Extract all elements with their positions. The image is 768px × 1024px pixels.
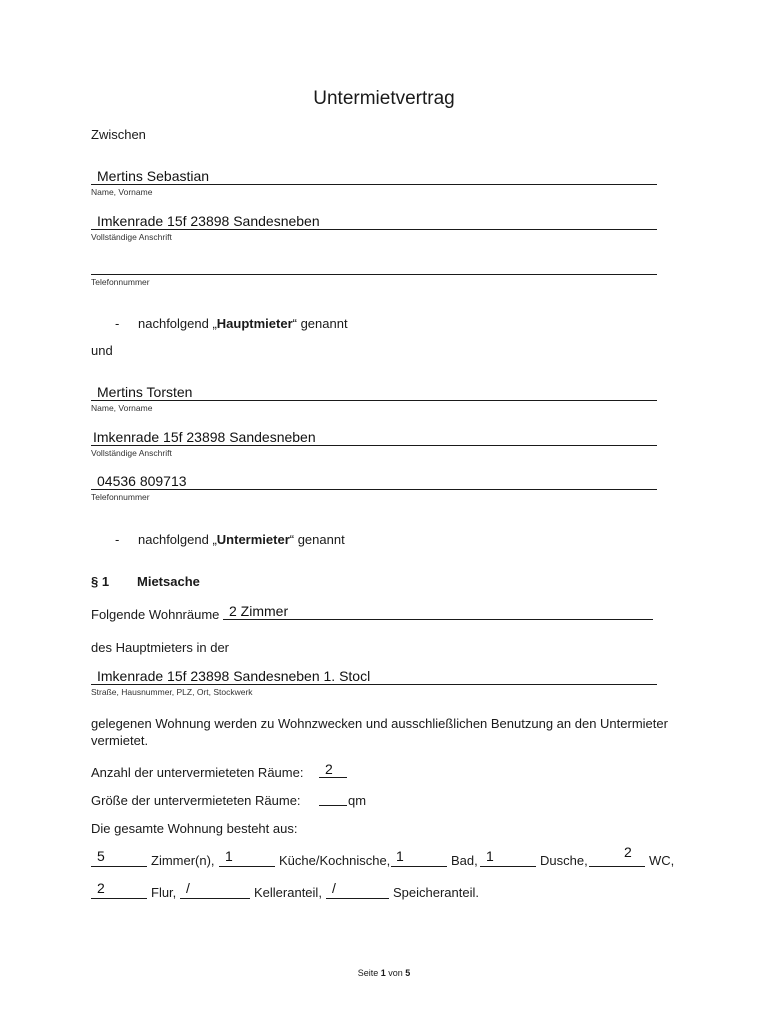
size-line [319, 805, 347, 806]
kueche-field[interactable]: 1 [225, 848, 233, 864]
zimmer-field[interactable]: 5 [97, 848, 105, 864]
sub-tenant-phone-field[interactable]: 04536 809713 [97, 473, 187, 489]
dusche-line [480, 866, 536, 867]
section-number: § 1 [91, 574, 110, 589]
kueche-label: Küche/Kochnische, [279, 853, 391, 868]
sub-tenant-bullet: - [115, 532, 120, 547]
flur-line [91, 898, 147, 899]
page-footer: Seite 1 von 5 [357, 968, 411, 978]
wc-line [589, 866, 645, 867]
purpose-line-2: vermietet. [91, 733, 149, 748]
location-line [91, 684, 657, 685]
flur-label: Flur, [151, 885, 177, 900]
sub-tenant-address-caption: Vollständige Anschrift [91, 448, 172, 458]
main-tenant-address-field[interactable]: Imkenrade 15f 23898 Sandesneben [97, 213, 320, 229]
count-label: Anzahl der untervermieteten Räume: [91, 765, 304, 780]
sub-tenant-phone-caption: Telefonnummer [91, 492, 150, 502]
section-heading: Mietsache [137, 574, 200, 589]
sub-tenant-address-field[interactable]: Imkenrade 15f 23898 Sandesneben [93, 429, 316, 445]
sub-tenant-role: Untermieter [216, 532, 290, 547]
keller-field[interactable]: / [186, 880, 190, 896]
main-tenant-phone-line [91, 274, 657, 275]
rooms-label: Folgende Wohnräume [91, 607, 220, 622]
main-tenant-bullet: - [115, 316, 120, 331]
sub-tenant-name-caption: Name, Vorname [91, 403, 153, 413]
document-title: Untermietvertrag [313, 88, 455, 109]
owner-text: des Hauptmieters in der [91, 640, 230, 655]
bad-field[interactable]: 1 [396, 848, 404, 864]
sub-tenant-name-line [91, 400, 657, 401]
sub-tenant-address-line [91, 445, 657, 446]
main-tenant-name-caption: Name, Vorname [91, 187, 153, 197]
speicher-line [326, 898, 389, 899]
location-caption: Straße, Hausnummer, PLZ, Ort, Stockwerk [91, 687, 253, 697]
purpose-line-1: gelegenen Wohnung werden zu Wohnzwecken und ausschließlichen Benutzung an den Untermieter [91, 716, 668, 731]
main-tenant-role-line: nachfolgend „Hauptmieter“ genannt [138, 316, 348, 331]
intro-text: Zwischen [91, 127, 146, 142]
and-text: und [91, 343, 113, 358]
main-tenant-name-line [91, 184, 657, 185]
speicher-field[interactable]: / [332, 880, 336, 896]
location-field[interactable]: Imkenrade 15f 23898 Sandesneben 1. Stocl [97, 668, 371, 684]
main-tenant-name-field[interactable]: Mertins Sebastian [97, 168, 210, 184]
wc-label: WC, [649, 853, 675, 868]
main-tenant-role: Hauptmieter [216, 316, 293, 331]
wc-field[interactable]: 2 [624, 844, 632, 860]
main-tenant-address-line [91, 229, 657, 230]
keller-line [180, 898, 250, 899]
size-label: Größe der untervermieteten Räume: [91, 793, 301, 808]
sub-tenant-name-field[interactable]: Mertins Torsten [97, 384, 193, 400]
current-page-number: 1 [380, 968, 386, 978]
count-field[interactable]: 2 [325, 761, 333, 777]
rooms-line [223, 619, 653, 620]
main-tenant-phone-caption: Telefonnummer [91, 277, 150, 287]
dusche-field[interactable]: 1 [486, 848, 494, 864]
sub-tenant-phone-line [91, 489, 657, 490]
zimmer-label: Zimmer(n), [151, 853, 215, 868]
speicher-label: Speicheranteil. [393, 885, 479, 900]
total-label: Die gesamte Wohnung besteht aus: [91, 821, 298, 836]
main-tenant-address-caption: Vollständige Anschrift [91, 232, 172, 242]
rooms-field[interactable]: 2 Zimmer [229, 603, 289, 619]
bad-line [391, 866, 447, 867]
keller-label: Kelleranteil, [254, 885, 322, 900]
flur-field[interactable]: 2 [97, 880, 105, 896]
sub-tenant-role-line: nachfolgend „Untermieter“ genannt [138, 532, 345, 547]
size-unit: qm [348, 793, 367, 808]
total-page-number: 5 [405, 968, 411, 978]
bad-label: Bad, [451, 853, 478, 868]
kueche-line [219, 866, 275, 867]
count-line [319, 777, 347, 778]
dusche-label: Dusche, [540, 853, 588, 868]
zimmer-line [91, 866, 147, 867]
